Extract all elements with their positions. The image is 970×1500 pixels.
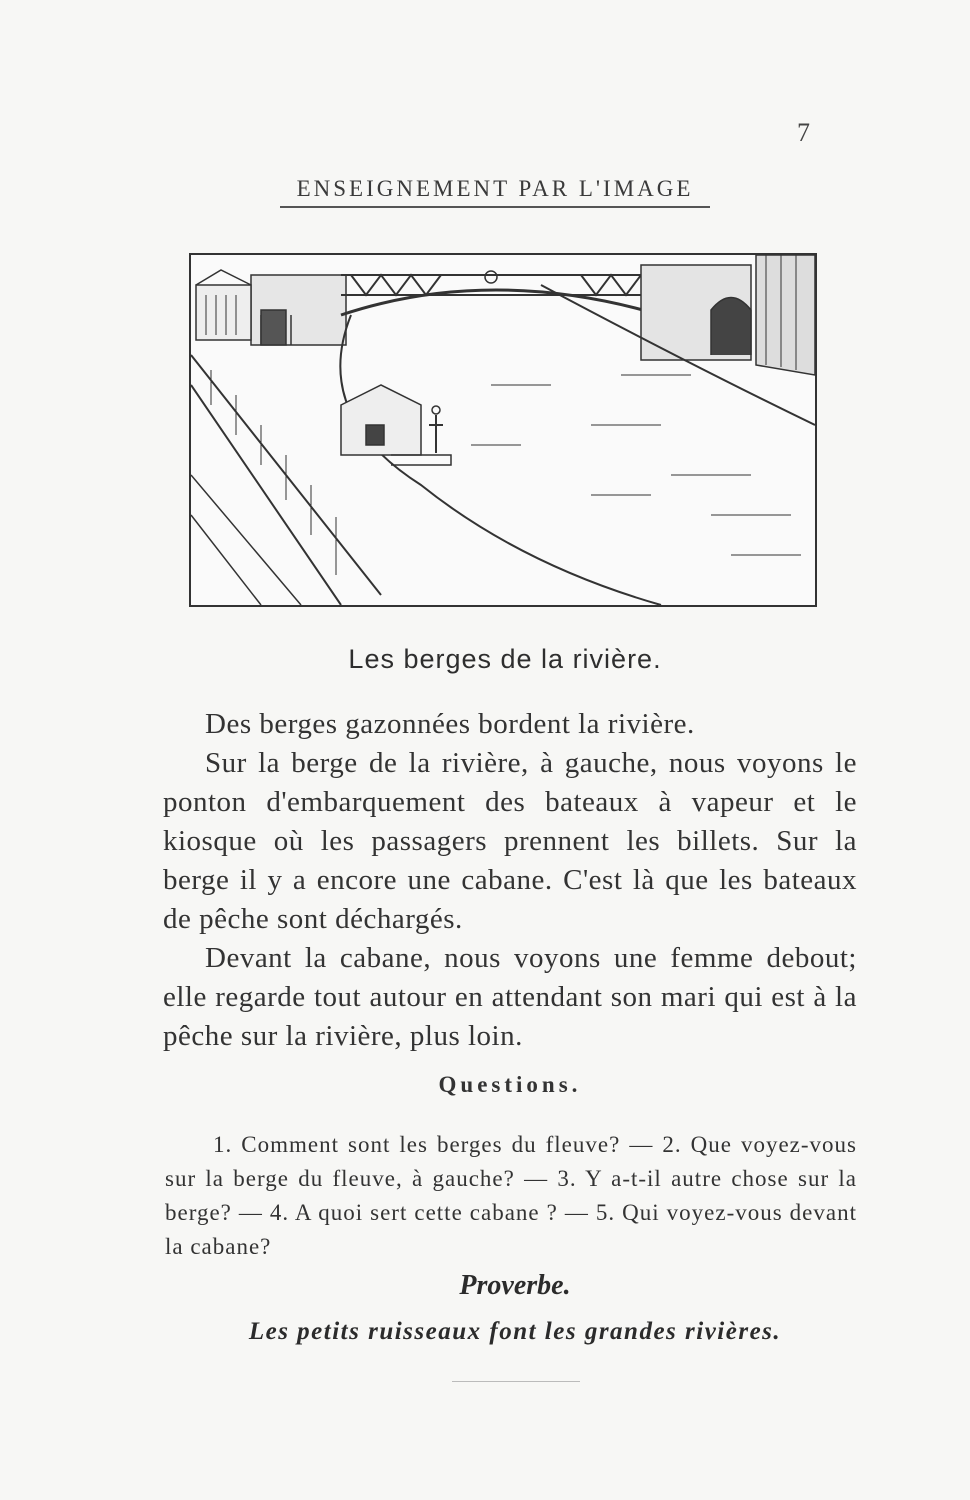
questions-text: 1. Comment sont les berges du fleuve? — 2. Que voyez-vous sur la berge du fleuve, à gauche? — 3. Y a-t-il autre chose sur la berge? — 4. A quoi sert cette cabane ? — 5. Qui voyez-vous devant la cabane? — [165, 1132, 857, 1259]
page-number: 7 — [797, 118, 810, 147]
proverb-text: Les petits ruisseaux font les grandes rivières. — [248, 1318, 782, 1345]
paragraph: Devant la cabane, nous voyons une femme debout; elle regarde tout autour en attendant son mari qui est à la pêche sur la rivière, plus loin. — [163, 942, 857, 1052]
questions-heading: Questions. — [438, 1072, 582, 1097]
proverb-heading: Proverbe. — [459, 1270, 571, 1301]
illustration-caption: Les berges de la rivière. — [348, 644, 662, 674]
running-head: ENSEIGNEMENT PAR L'IMAGE — [280, 176, 710, 208]
closing-rule — [452, 1381, 580, 1382]
body-text — [163, 705, 857, 1056]
paragraph: Sur la berge de la rivière, à gauche, nous voyons le ponton d'embarquement des bateaux à vapeur et le kiosque où les passagers prennent les billets. Sur la berge il y a encore une cabane. C'est là que les bateaux de pêche sont déchargés. — [163, 747, 857, 935]
paragraph: Des berges gazonnées bordent la rivière. — [205, 708, 695, 740]
river-bank-illustration — [189, 253, 817, 607]
